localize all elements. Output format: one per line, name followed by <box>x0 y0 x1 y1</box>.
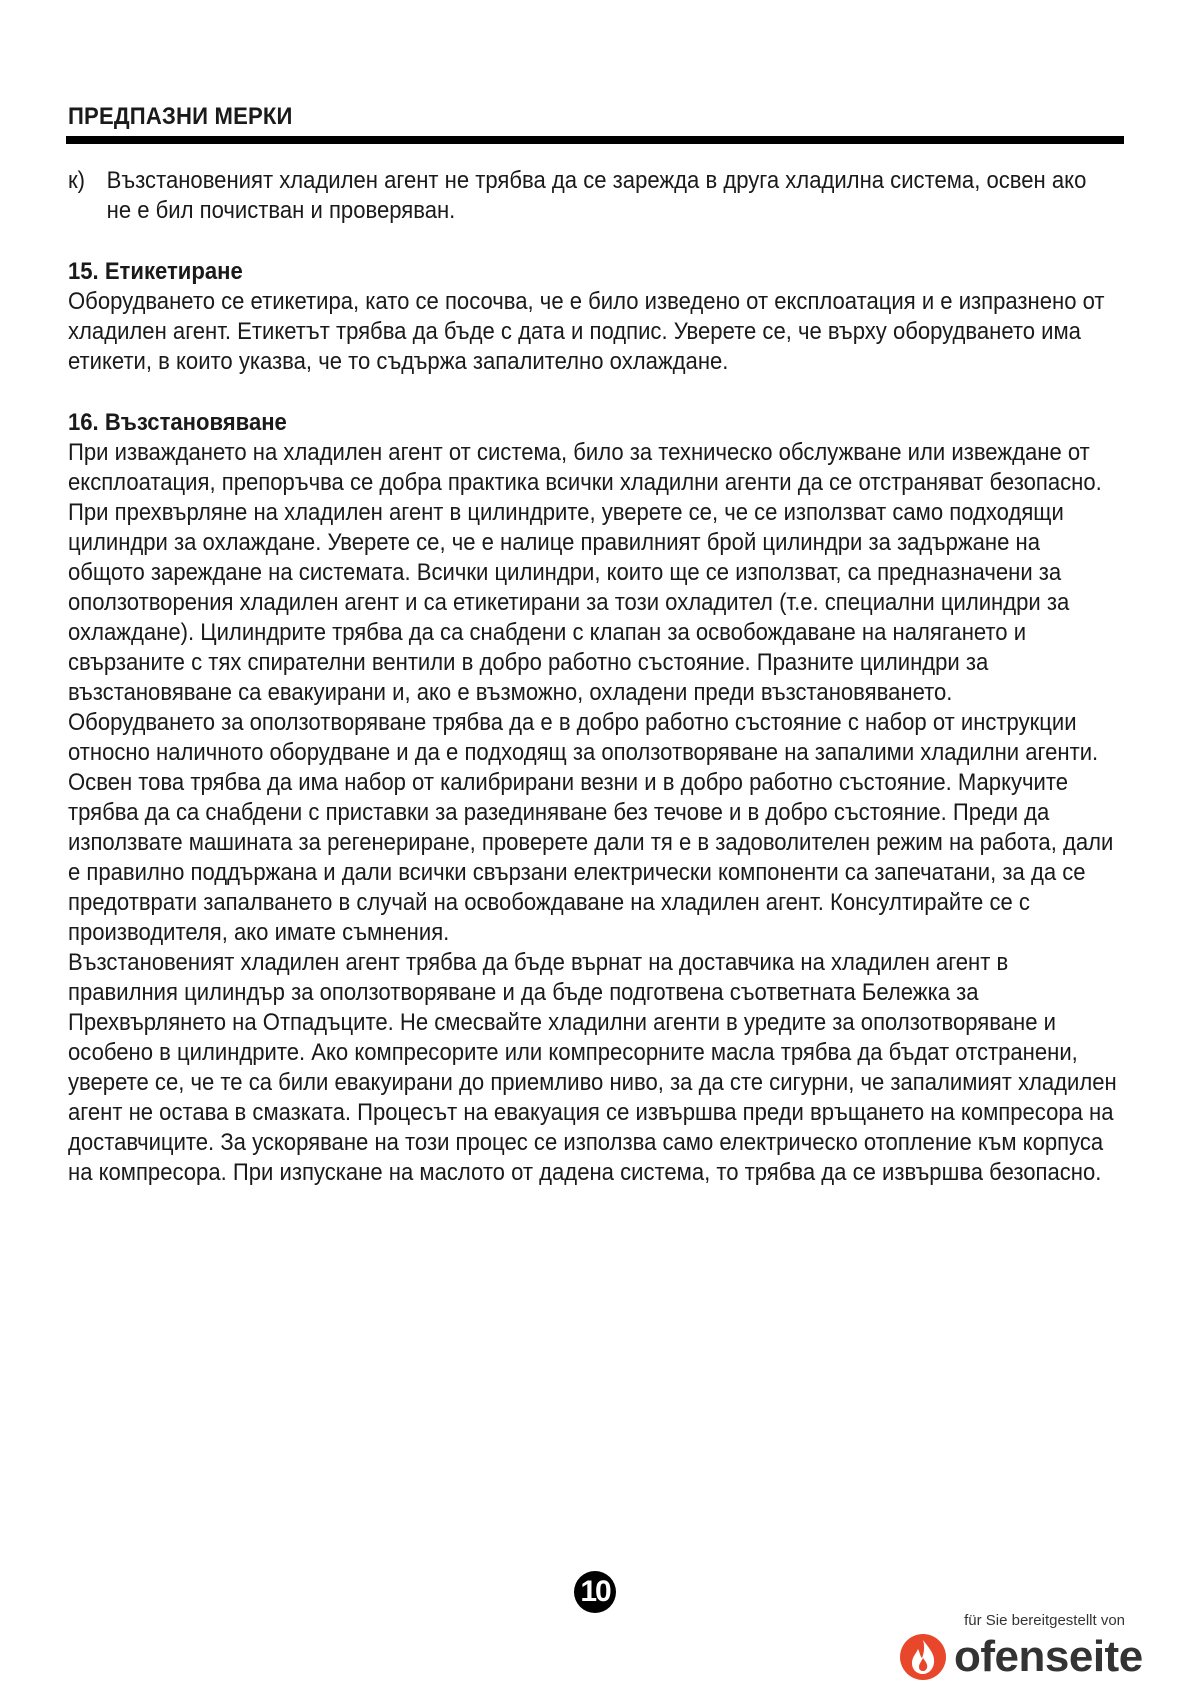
list-marker: к) <box>68 167 86 194</box>
paragraph: Освен това трябва да има набор от калибрирани везни и в добро работно състояние. Маркучите трябва да са снабдени с приставки за разединяване без течове и в добро състояние. Преди да използвате машината за регенериране, проверете дали тя е в задоволителен режим на работа, дали е правилно поддържана и дали всички свързани електрически компоненти са запечатани, за да се предотврати запалването в случай на освобождаване на хладилен агент. Консултирайте се с производителя, ако имате съмнения. <box>68 769 1114 946</box>
list-item-k <box>68 166 1117 226</box>
paragraph: Оборудването се етикетира, като се посочва, че е било изведено от експлоатация и е изпразнено от хладилен агент. Етикетът трябва да бъде с дата и подпис. Уверете се, че върху оборудването има етикети, в които указва, че то съдържа запалително охлаждане. <box>68 288 1105 375</box>
page-number: 10 <box>574 1571 616 1613</box>
page-title: ПРЕДПАЗНИ МЕРКИ <box>68 103 293 130</box>
header-divider <box>66 136 1124 144</box>
brand-name: ofenseite <box>954 1632 1143 1681</box>
section-heading: 16. Възстановяване <box>68 409 287 436</box>
document-body <box>68 166 1117 1188</box>
paragraph: При прехвърляне на хладилен агент в цилиндрите, уверете се, че се използват само подходящи цилиндри за охлаждане. Уверете се, че е налице правилният брой цилиндри за задържане на общото зареждане на системата. Всички цилиндри, които ще се използват, са предназначени за оползотворения хладилен агент и са етикетирани за този охладител (т.е. специални цилиндри за охлаждане). Цилиндрите трябва да са снабдени с клапан за освобождаване на налягането и свързаните с тях спирателни вентили в добро работно състояние. Празните цилиндри за възстановяване са евакуирани и, ако е възможно, охладени преди възстановяването. <box>68 499 1070 706</box>
paragraph: При изваждането на хладилен агент от система, било за техническо обслужване или извеждане от експлоатация, препоръчва се добра практика всички хладилни агенти да се отстраняват безопасно. <box>68 439 1102 496</box>
brand-logo <box>898 1630 1143 1684</box>
section-recovery <box>68 408 1117 1188</box>
section-heading: 15. Етикетиране <box>68 258 243 285</box>
flame-icon <box>898 1632 948 1682</box>
brand-tagline: für Sie bereitgestellt von <box>964 1612 1125 1629</box>
paragraph: Възстановеният хладилен агент трябва да бъде върнат на доставчика на хладилен агент в правилния цилиндър за оползотворяване и да бъде подготвена съответната Бележка за Прехвърлянето на Отпадъците. Не смесвайте хладилни агенти в уредите за оползотворяване и особено в цилиндрите. Ако компресорите или компресорните масла трябва да бъдат отстранени, уверете се, че те са били евакуирани до приемливо ниво, за да сте сигурни, че запалимият хладилен агент не остава в смазката. Процесът на евакуация се извършва преди връщането на компресора на доставчиците. За ускоряване на този процес се използва само електрическо отопление към корпуса на компресора. При изпускане на маслото от дадена система, то трябва да се извършва безопасно. <box>68 949 1117 1186</box>
section-labeling <box>68 257 1117 377</box>
paragraph: Оборудването за оползотворяване трябва да е в добро работно състояние с набор от инструкции относно наличното оборудване и да е подходящ за оползотворяване на запалими хладилни агенти. <box>68 709 1099 766</box>
list-item-text: Възстановеният хладилен агент не трябва да се зарежда в друга хладилна система, освен ако не е бил почистван и проверяван. <box>106 167 1087 224</box>
